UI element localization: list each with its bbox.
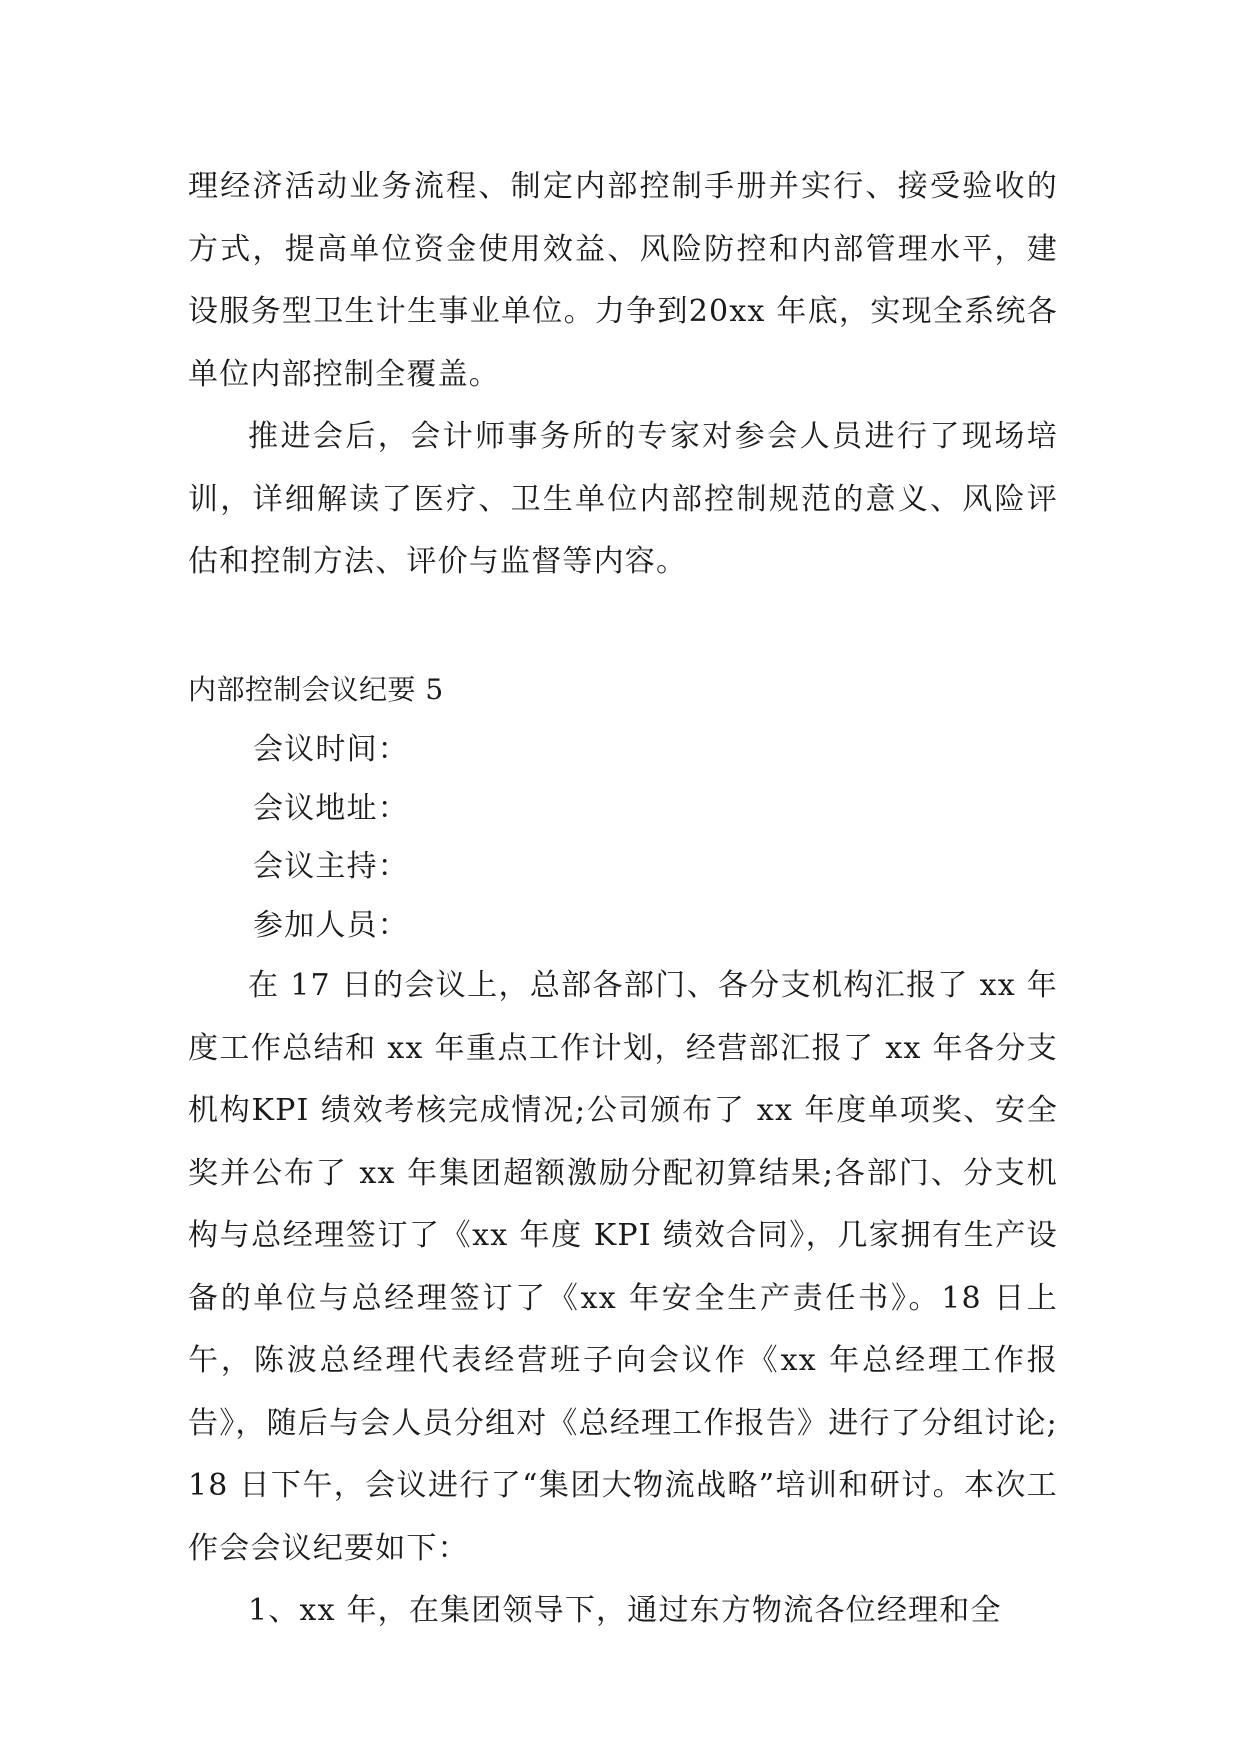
- meeting-host-label: 会议主持：: [253, 849, 409, 884]
- paragraph-continuation: 理经济活动业务流程、制定内部控制手册并实行、接受验收的方式，提高单位资金使用效益、风险防控和内部管理水平，建设服务型卫生计生事业单位。力争到20xx 年底，实现全系统各单位内部控制全覆盖。: [188, 169, 1058, 392]
- paragraph-item-1: 1、xx 年，在集团领导下，通过东方物流各位经理和全: [248, 1593, 1002, 1628]
- paragraph-training: 推进会后，会计师事务所的专家对参会人员进行了现场培训，详细解读了医疗、卫生单位内部控制规范的意义、风险评估和控制方法、评价与监督等内容。: [188, 419, 1058, 579]
- meeting-time-label: 会议时间：: [253, 732, 409, 767]
- paragraph-meeting-summary: 在 17 日的会议上，总部各部门、各分支机构汇报了 xx 年度工作总结和 xx 年重点工作计划，经营部汇报了 xx 年各分支机构KPI 绩效考核完成情况;公司颁布了 xx 年度单项奖、安全奖并公布了 xx 年集团超额激励分配初算结果;各部门、分支机构与总经理签订了《xx 年度 KPI 绩效合同》，几家拥有生产设备的单位与总经理签订了《xx 年安全生产责任书》。18 日上午，陈波总经理代表经营班子向会议作《xx 年总经理工作报告》，随后与会人员分组对《总经理工作报告》进行了分组讨论;18 日下午，会议进行了“集团大物流战略”培训和研讨。本次工作会会议纪要如下：: [188, 968, 1058, 1566]
- meeting-location-label: 会议地址：: [253, 790, 409, 826]
- section-title: 内部控制会议纪要 5: [188, 672, 444, 706]
- section-spacer: [188, 594, 1058, 659]
- attendees-label: 参加人员：: [253, 907, 409, 943]
- document-body: [188, 156, 1058, 1643]
